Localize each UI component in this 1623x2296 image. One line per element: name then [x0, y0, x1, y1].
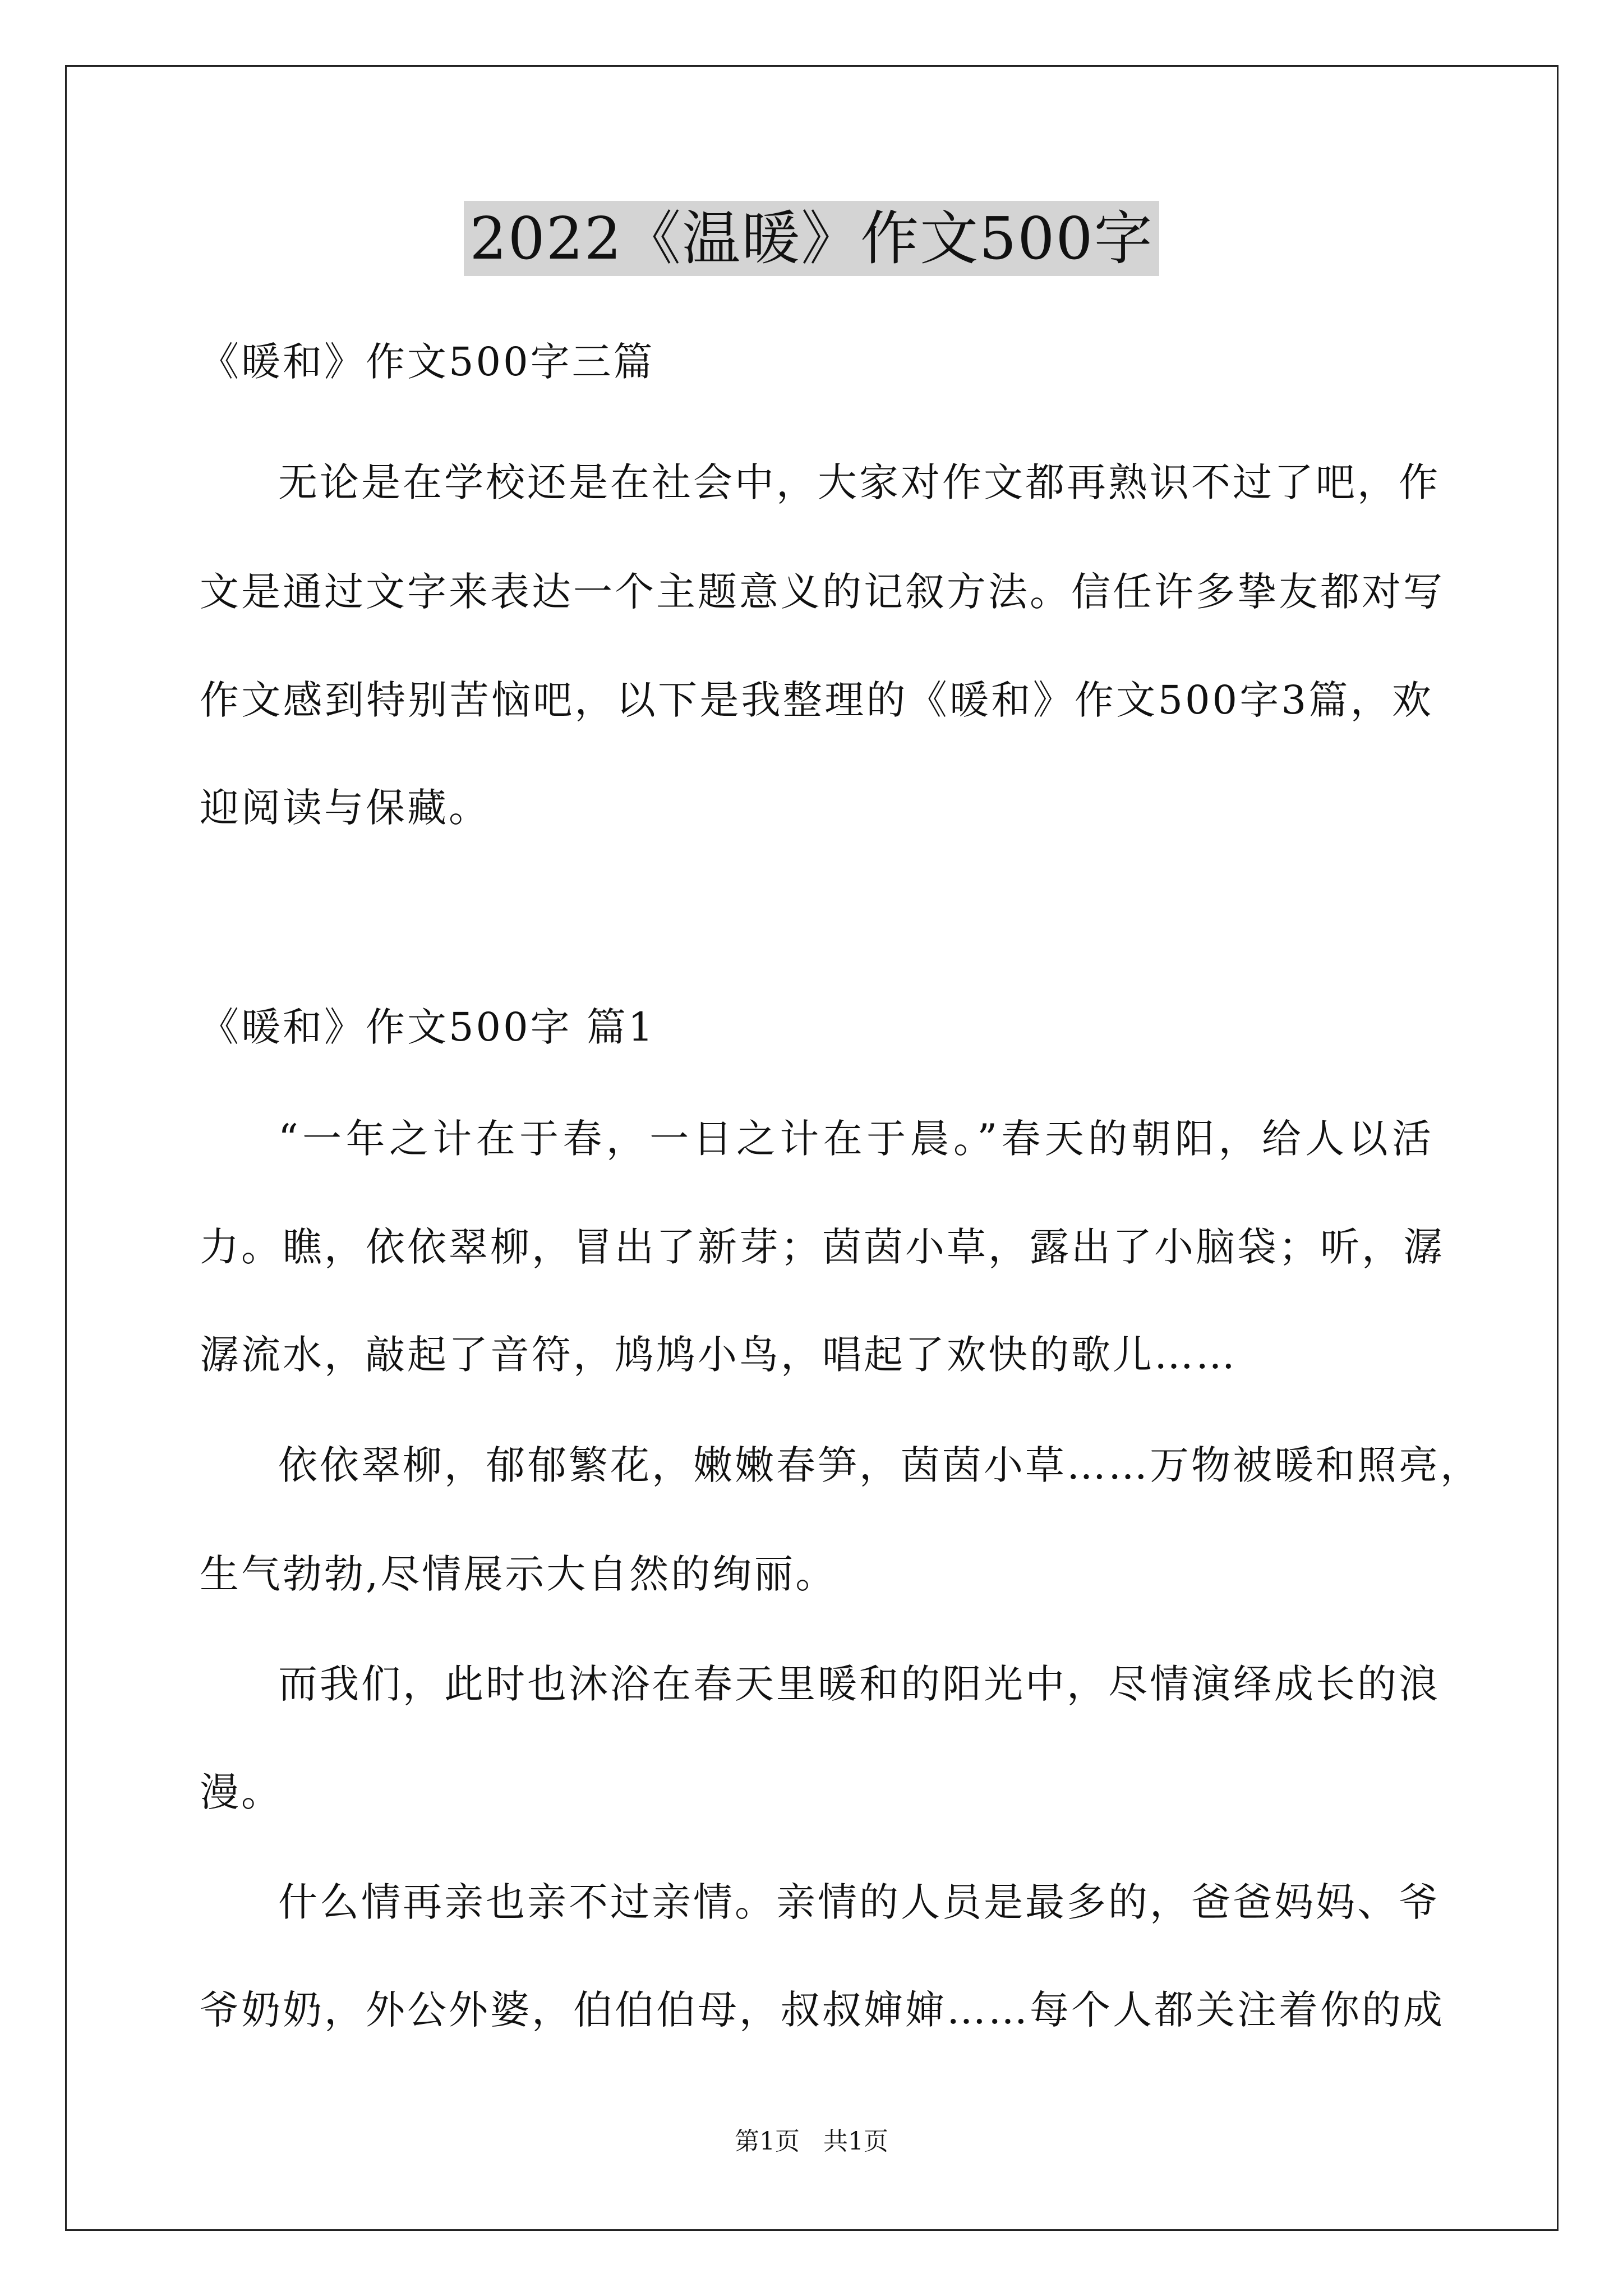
paragraph-line: 依依翠柳，郁郁繁花，嫩嫩春笋，茵茵小草……万物被暖和照亮，: [278, 1442, 1482, 1488]
page-footer: [0, 2126, 1623, 2157]
page-number: 第1页: [735, 2127, 800, 2156]
paragraph-line: 潺流水，敲起了音符，鸠鸠小鸟，唱起了欢快的歌儿……: [200, 1332, 1237, 1378]
section-heading: 《暖和》作文500字 篇1: [200, 1004, 656, 1050]
paragraph-line: 漫。: [200, 1769, 283, 1815]
paragraph-line: 生气勃勃,尽情展示大自然的绚丽。: [200, 1551, 837, 1597]
paragraph-line: 力。瞧，依依翠柳，冒出了新芽；茵茵小草，露出了小脑袋；听，潺: [200, 1224, 1445, 1270]
paragraph-line: 作文感到特别苦恼吧，以下是我整理的《暖和》作文500字3篇，欢: [200, 677, 1433, 723]
paragraph-line: 爷奶奶，外公外婆，伯伯伯母，叔叔婶婶……每个人都关注着你的成: [200, 1987, 1445, 2033]
paragraph-line: 无论是在学校还是在社会中，大家对作文都再熟识不过了吧，作: [278, 459, 1440, 505]
paragraph-line: 而我们，此时也沐浴在春天里暖和的阳光中，尽情演绎成长的浪: [278, 1661, 1440, 1707]
document-title: 2022《温暖》作文500字: [464, 201, 1159, 276]
paragraph-line: “一年之计在于春，一日之计在于晨。”春天的朝阳，给人以活: [278, 1116, 1433, 1162]
paragraph-line: 文是通过文字来表达一个主题意义的记叙方法。信任许多挚友都对写: [200, 569, 1445, 615]
subtitle: 《暖和》作文500字三篇: [200, 339, 655, 385]
page-total: 共1页: [823, 2127, 888, 2156]
paragraph-line: 什么情再亲也亲不过亲情。亲情的人员是最多的，爸爸妈妈、爷: [278, 1879, 1440, 1925]
title-container: [0, 201, 1623, 276]
paragraph-line: 迎阅读与保藏。: [200, 785, 490, 831]
